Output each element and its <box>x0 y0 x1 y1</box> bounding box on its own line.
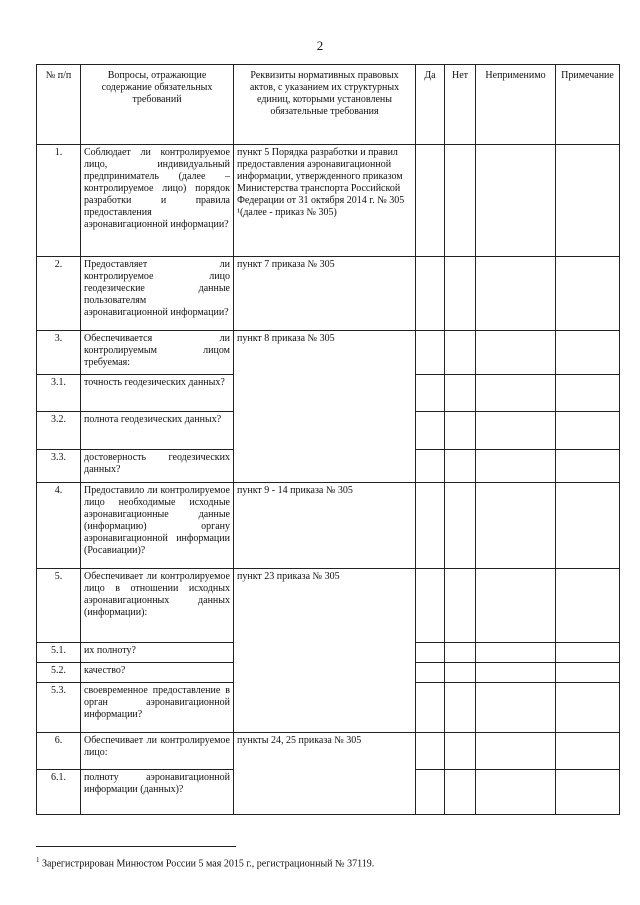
row-question: Обеспечивает ли контролируемое лицо: <box>81 733 234 770</box>
cell-note[interactable] <box>556 569 620 643</box>
row-number: 5.3. <box>37 683 81 733</box>
header-num: № п/п <box>37 65 81 145</box>
cell-yes[interactable] <box>416 683 445 733</box>
cell-not-applicable[interactable] <box>476 483 556 569</box>
row-question: Предоставило ли контролируемое лицо необходимые исходные аэронавигационные данные (информацию) органу аэронавигационной информации (Росавиации)? <box>81 483 234 569</box>
row-requisites: пункты 24, 25 приказа № 305 <box>234 733 416 815</box>
cell-no[interactable] <box>445 663 476 683</box>
cell-yes[interactable] <box>416 375 445 412</box>
cell-no[interactable] <box>445 450 476 483</box>
table-row <box>37 145 620 257</box>
cell-note[interactable] <box>556 683 620 733</box>
cell-no[interactable] <box>445 569 476 643</box>
row-requisites: пункт 9 - 14 приказа № 305 <box>234 483 416 569</box>
footnote-marker: 1 <box>36 856 40 864</box>
row-number: 5.2. <box>37 663 81 683</box>
footnote-divider <box>36 846 236 847</box>
cell-no[interactable] <box>445 770 476 815</box>
row-number: 6.1. <box>37 770 81 815</box>
row-number: 3.2. <box>37 412 81 450</box>
cell-note[interactable] <box>556 145 620 257</box>
row-question: Соблюдает ли контролируемое лицо, индивидуальный предприниматель (далее – контролируемое лицо) порядок разработки и правила предоставления аэронавигационной информации? <box>81 145 234 257</box>
cell-yes[interactable] <box>416 412 445 450</box>
cell-yes[interactable] <box>416 257 445 331</box>
cell-yes[interactable] <box>416 145 445 257</box>
header-note: Примечание <box>556 65 620 145</box>
table-row <box>37 331 620 375</box>
row-number: 3.1. <box>37 375 81 412</box>
cell-not-applicable[interactable] <box>476 257 556 331</box>
row-question: их полноту? <box>81 643 234 663</box>
cell-yes[interactable] <box>416 569 445 643</box>
cell-not-applicable[interactable] <box>476 663 556 683</box>
cell-not-applicable[interactable] <box>476 683 556 733</box>
row-question: полноту аэронавигационной информации (данных)? <box>81 770 234 815</box>
cell-yes[interactable] <box>416 331 445 375</box>
table-row <box>37 733 620 770</box>
row-number: 5.1. <box>37 643 81 663</box>
row-number: 6. <box>37 733 81 770</box>
cell-note[interactable] <box>556 331 620 375</box>
cell-no[interactable] <box>445 145 476 257</box>
cell-note[interactable] <box>556 257 620 331</box>
row-question: точность геодезических данных? <box>81 375 234 412</box>
cell-not-applicable[interactable] <box>476 412 556 450</box>
cell-no[interactable] <box>445 643 476 663</box>
row-number: 4. <box>37 483 81 569</box>
row-question: полнота геодезических данных? <box>81 412 234 450</box>
row-number: 3. <box>37 331 81 375</box>
row-question: достоверность геодезических данных? <box>81 450 234 483</box>
table-row <box>37 257 620 331</box>
cell-not-applicable[interactable] <box>476 145 556 257</box>
cell-not-applicable[interactable] <box>476 450 556 483</box>
table-row <box>37 483 620 569</box>
cell-not-applicable[interactable] <box>476 569 556 643</box>
cell-not-applicable[interactable] <box>476 770 556 815</box>
cell-not-applicable[interactable] <box>476 643 556 663</box>
cell-note[interactable] <box>556 770 620 815</box>
cell-note[interactable] <box>556 412 620 450</box>
header-not-applicable: Неприменимо <box>476 65 556 145</box>
cell-yes[interactable] <box>416 450 445 483</box>
cell-no[interactable] <box>445 733 476 770</box>
cell-not-applicable[interactable] <box>476 733 556 770</box>
cell-note[interactable] <box>556 375 620 412</box>
cell-yes[interactable] <box>416 663 445 683</box>
row-question: Обеспечивается ли контролируемым лицом требуемая: <box>81 331 234 375</box>
row-number: 2. <box>37 257 81 331</box>
cell-not-applicable[interactable] <box>476 331 556 375</box>
row-question: Предоставляет ли контролируемое лицо геодезические данные пользователям аэронавигационной информации? <box>81 257 234 331</box>
cell-not-applicable[interactable] <box>476 375 556 412</box>
row-requisites: пункт 5 Порядка разработки и правил предоставления аэронавигационной информации, утвержденного приказом Министерства транспорта Российской Федерации от 31 октября 2014 г. № 305 ¹(далее - приказ № 305) <box>234 145 416 257</box>
row-requisites: пункт 7 приказа № 305 <box>234 257 416 331</box>
cell-yes[interactable] <box>416 770 445 815</box>
cell-yes[interactable] <box>416 643 445 663</box>
row-question: своевременное предоставление в орган аэронавигационной информации? <box>81 683 234 733</box>
cell-no[interactable] <box>445 683 476 733</box>
header-no: Нет <box>445 65 476 145</box>
cell-note[interactable] <box>556 483 620 569</box>
cell-note[interactable] <box>556 450 620 483</box>
footnote <box>36 856 374 869</box>
header-row <box>37 65 620 145</box>
cell-note[interactable] <box>556 733 620 770</box>
row-question: Обеспечивает ли контролируемое лицо в отношении исходных аэронавигационных данных (информации): <box>81 569 234 643</box>
cell-no[interactable] <box>445 375 476 412</box>
header-yes: Да <box>416 65 445 145</box>
cell-note[interactable] <box>556 663 620 683</box>
cell-no[interactable] <box>445 412 476 450</box>
cell-no[interactable] <box>445 331 476 375</box>
footnote-text: Зарегистрирован Минюстом России 5 мая 2015 г., регистрационный № 37119. <box>42 858 375 870</box>
header-question: Вопросы, отражающие содержание обязательных требований <box>81 65 234 145</box>
row-requisites: пункт 23 приказа № 305 <box>234 569 416 733</box>
row-question: качество? <box>81 663 234 683</box>
cell-yes[interactable] <box>416 733 445 770</box>
cell-note[interactable] <box>556 643 620 663</box>
row-number: 5. <box>37 569 81 643</box>
row-number: 3.3. <box>37 450 81 483</box>
page-number: 2 <box>316 38 324 53</box>
row-number: 1. <box>37 145 81 257</box>
checklist-table <box>36 64 620 815</box>
table-row <box>37 569 620 643</box>
cell-yes[interactable] <box>416 483 445 569</box>
header-requisites: Реквизиты нормативных правовых актов, с указанием их структурных единиц, которыми установлены обязательные требования <box>234 65 416 145</box>
cell-no[interactable] <box>445 483 476 569</box>
cell-no[interactable] <box>445 257 476 331</box>
row-requisites: пункт 8 приказа № 305 <box>234 331 416 483</box>
